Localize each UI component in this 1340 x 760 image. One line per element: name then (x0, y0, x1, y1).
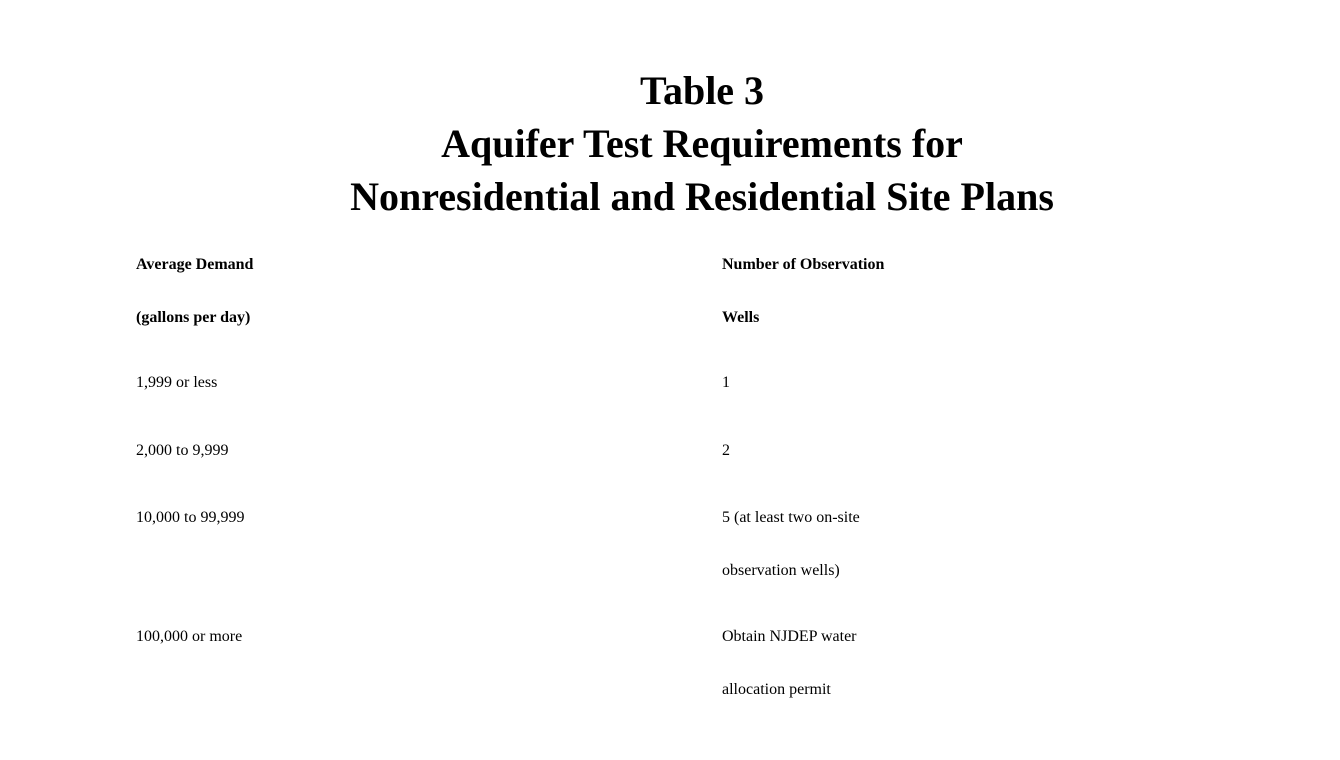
wells-value-line-2: allocation permit (722, 681, 831, 698)
demand-value: 2,000 to 9,999 (136, 442, 229, 459)
wells-value: 2 (722, 442, 730, 459)
table-row-2-wells (722, 424, 730, 477)
table-title-line-2: Nonresidential and Residential Site Plans (350, 174, 1054, 219)
column-header-right-line-1: Number of Observation (722, 256, 885, 273)
table-row-3-demand (136, 491, 244, 544)
wells-value-line-2: observation wells) (722, 562, 840, 579)
table-row-4-demand (136, 610, 242, 663)
column-header-observation-wells (722, 238, 884, 344)
table-row-1-demand (136, 356, 217, 409)
wells-value-line-1: 5 (at least two on-site (722, 509, 860, 526)
wells-value: 1 (722, 374, 730, 391)
column-header-left-line-2: (gallons per day) (136, 309, 251, 326)
table-row-2-demand (136, 424, 228, 477)
wells-value-line-1: Obtain NJDEP water (722, 628, 857, 645)
table-row-1-wells (722, 356, 730, 409)
table-row-4-wells (722, 610, 857, 716)
column-header-right-line-2: Wells (722, 309, 760, 326)
column-header-average-demand (136, 238, 253, 344)
demand-value: 100,000 or more (136, 628, 243, 645)
demand-value: 1,999 or less (136, 374, 218, 391)
table-row-3-wells (722, 491, 860, 597)
demand-value: 10,000 to 99,999 (136, 509, 245, 526)
column-header-left-line-1: Average Demand (136, 256, 254, 273)
table-title-block (0, 64, 1340, 223)
table-title-line-1: Aquifer Test Requirements for (441, 121, 963, 166)
table-number: Table 3 (639, 68, 765, 113)
